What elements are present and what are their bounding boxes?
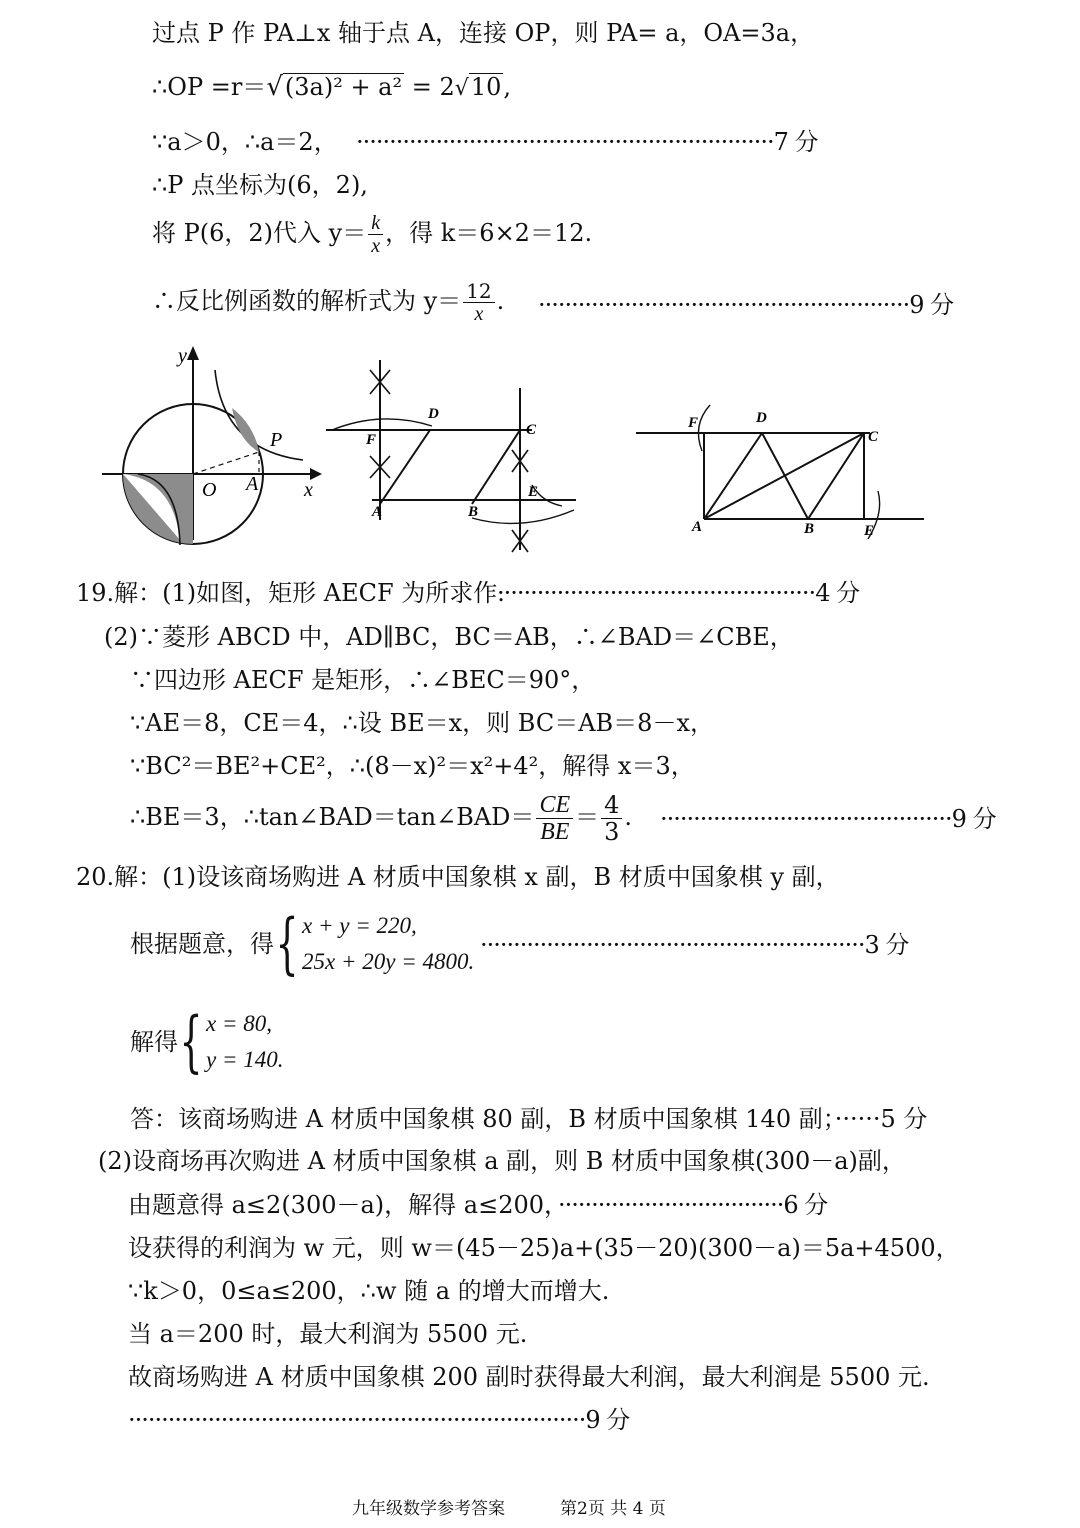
- text-span: ,: [503, 73, 511, 101]
- label-a: A: [372, 504, 383, 520]
- text-line: 当 a＝200 时，最大利润为 5500 元.: [128, 1320, 528, 1348]
- equation: x = 80,: [206, 1011, 272, 1036]
- equation: y = 140.: [206, 1047, 284, 1072]
- label-e: E: [864, 523, 875, 539]
- equation-system: [274, 905, 475, 982]
- text-line: [130, 1003, 284, 1082]
- label-d: D: [428, 406, 439, 422]
- fraction: [536, 792, 573, 845]
- label-c: C: [868, 429, 879, 445]
- text-span: = 2: [411, 73, 455, 101]
- text-span: ∴OP =r＝: [152, 73, 267, 101]
- fraction-denominator: BE: [540, 819, 570, 845]
- text-span: ∴反比例函数的解析式为 y＝: [152, 287, 462, 315]
- sqrt-radicand: (3a)² + a²: [284, 73, 403, 101]
- fraction: [368, 212, 383, 257]
- text-span: 将 P(6，2)代入 y＝: [152, 219, 367, 247]
- text-span: 根据题意，得: [130, 930, 274, 958]
- text-span: ＝: [575, 803, 600, 831]
- sqrt-radicand: 10: [470, 73, 502, 101]
- equation: 25x + 20y = 4800.: [302, 949, 475, 974]
- text-span: ∵a＞0，∴a＝2，: [152, 128, 338, 156]
- text-line: [152, 212, 592, 268]
- fraction-denominator: x: [474, 303, 484, 325]
- score-dots: ············································9 分: [660, 805, 996, 833]
- label-d: D: [756, 410, 767, 426]
- page-number: 第2页 共 4 页: [560, 1499, 666, 1519]
- score-dots: ·····································································9 分: [128, 1406, 630, 1434]
- fraction-denominator: x: [371, 235, 381, 257]
- text-line: 设获得的利润为 w 元，则 w＝(45－25)a+(35－20)(300－a)＝5a+4500，: [128, 1234, 960, 1262]
- label-b: B: [804, 521, 815, 537]
- text-line: [130, 905, 475, 984]
- label-o: O: [202, 479, 217, 501]
- text-span: ，得 k＝6×2＝12.: [385, 219, 593, 247]
- text-line: ∵k＞0，0≤a≤200，∴w 随 a 的增大而增大.: [128, 1277, 610, 1305]
- text-line: 答：该商场购进 A 材质中国象棋 80 副，B 材质中国象棋 140 副；······5 分: [130, 1105, 928, 1133]
- figure-circle-hyperbola: [98, 340, 330, 550]
- text-line: [130, 792, 632, 852]
- score-dots: ················································4 分: [497, 579, 860, 607]
- fraction-numerator: k: [368, 212, 383, 235]
- score-dots: ························································9 分: [538, 291, 954, 319]
- label-a: A: [692, 519, 703, 535]
- label-c: C: [526, 422, 537, 438]
- figure-rectangle: [630, 395, 930, 545]
- score-dots: ··························································3 分: [480, 931, 909, 959]
- figure-construction: [322, 360, 582, 560]
- text-line: [152, 72, 511, 104]
- text-line: [152, 127, 338, 157]
- text-line: ∵AE＝8，CE＝4，∴设 BE＝x，则 BC＝AB＝8－x，: [130, 709, 714, 737]
- text-line: 由题意得 a≤2(300－a)，解得 a≤200，: [128, 1191, 569, 1219]
- text-line: [152, 280, 504, 336]
- label-e: E: [528, 484, 539, 500]
- text-line: 20.解：(1)设该商场购进 A 材质中国象棋 x 副，B 材质中国象棋 y 副，: [76, 863, 840, 891]
- footer-title: 九年级数学参考答案: [352, 1499, 505, 1519]
- label-p: P: [270, 429, 283, 451]
- label-b: B: [468, 504, 479, 520]
- label-f: F: [688, 415, 699, 431]
- fraction-numerator: CE: [536, 792, 573, 819]
- fraction-numerator: 4: [601, 792, 622, 819]
- text-line: 过点 P 作 PA⊥x 轴于点 A，连接 OP，则 PA= a，OA=3a，: [152, 19, 815, 47]
- text-line: 故商场购进 A 材质中国象棋 200 副时获得最大利润，最大利润是 5500 元.: [128, 1363, 930, 1391]
- label-f: F: [366, 432, 377, 448]
- sqrt-sign: √: [266, 72, 283, 102]
- label-x: x: [304, 479, 313, 501]
- solution-system: [178, 1003, 284, 1080]
- label-y: y: [178, 345, 187, 367]
- text-span: ∴BE＝3，∴tan∠BAD＝tan∠BAD＝: [130, 803, 535, 831]
- brace: {: [179, 1003, 203, 1080]
- fraction: [463, 280, 494, 325]
- fraction-denominator: 3: [604, 818, 620, 846]
- text-span: .: [624, 803, 633, 831]
- text-span: .: [496, 287, 505, 315]
- label-a: A: [246, 473, 259, 495]
- score-dots: ··································6 分: [558, 1191, 828, 1219]
- text-line: ∵四边形 AECF 是矩形，∴∠BEC＝90°，: [130, 666, 596, 694]
- brace: {: [275, 905, 299, 982]
- text-line: ∴P 点坐标为(6，2),: [152, 171, 368, 199]
- text-line: (2)∵菱形 ABCD 中，AD∥BC，BC＝AB，∴∠BAD＝∠CBE，: [104, 623, 794, 651]
- equation: x + y = 220,: [302, 913, 417, 938]
- text-line: 19.解：(1)如图，矩形 AECF 为所求作.: [76, 579, 505, 607]
- text-line: ∵BC²＝BE²+CE²，∴(8－x)²＝x²+4²，解得 x＝3，: [130, 752, 695, 780]
- fraction-numerator: 12: [463, 280, 494, 303]
- text-span: 解得: [130, 1028, 178, 1056]
- text-line: (2)设商场再次购进 A 材质中国象棋 a 副，则 B 材质中国象棋(300－a)副，: [98, 1147, 906, 1175]
- score-dots: ·······························································7 分: [356, 128, 818, 156]
- sqrt-sign: √: [454, 76, 469, 101]
- fraction: [601, 792, 622, 845]
